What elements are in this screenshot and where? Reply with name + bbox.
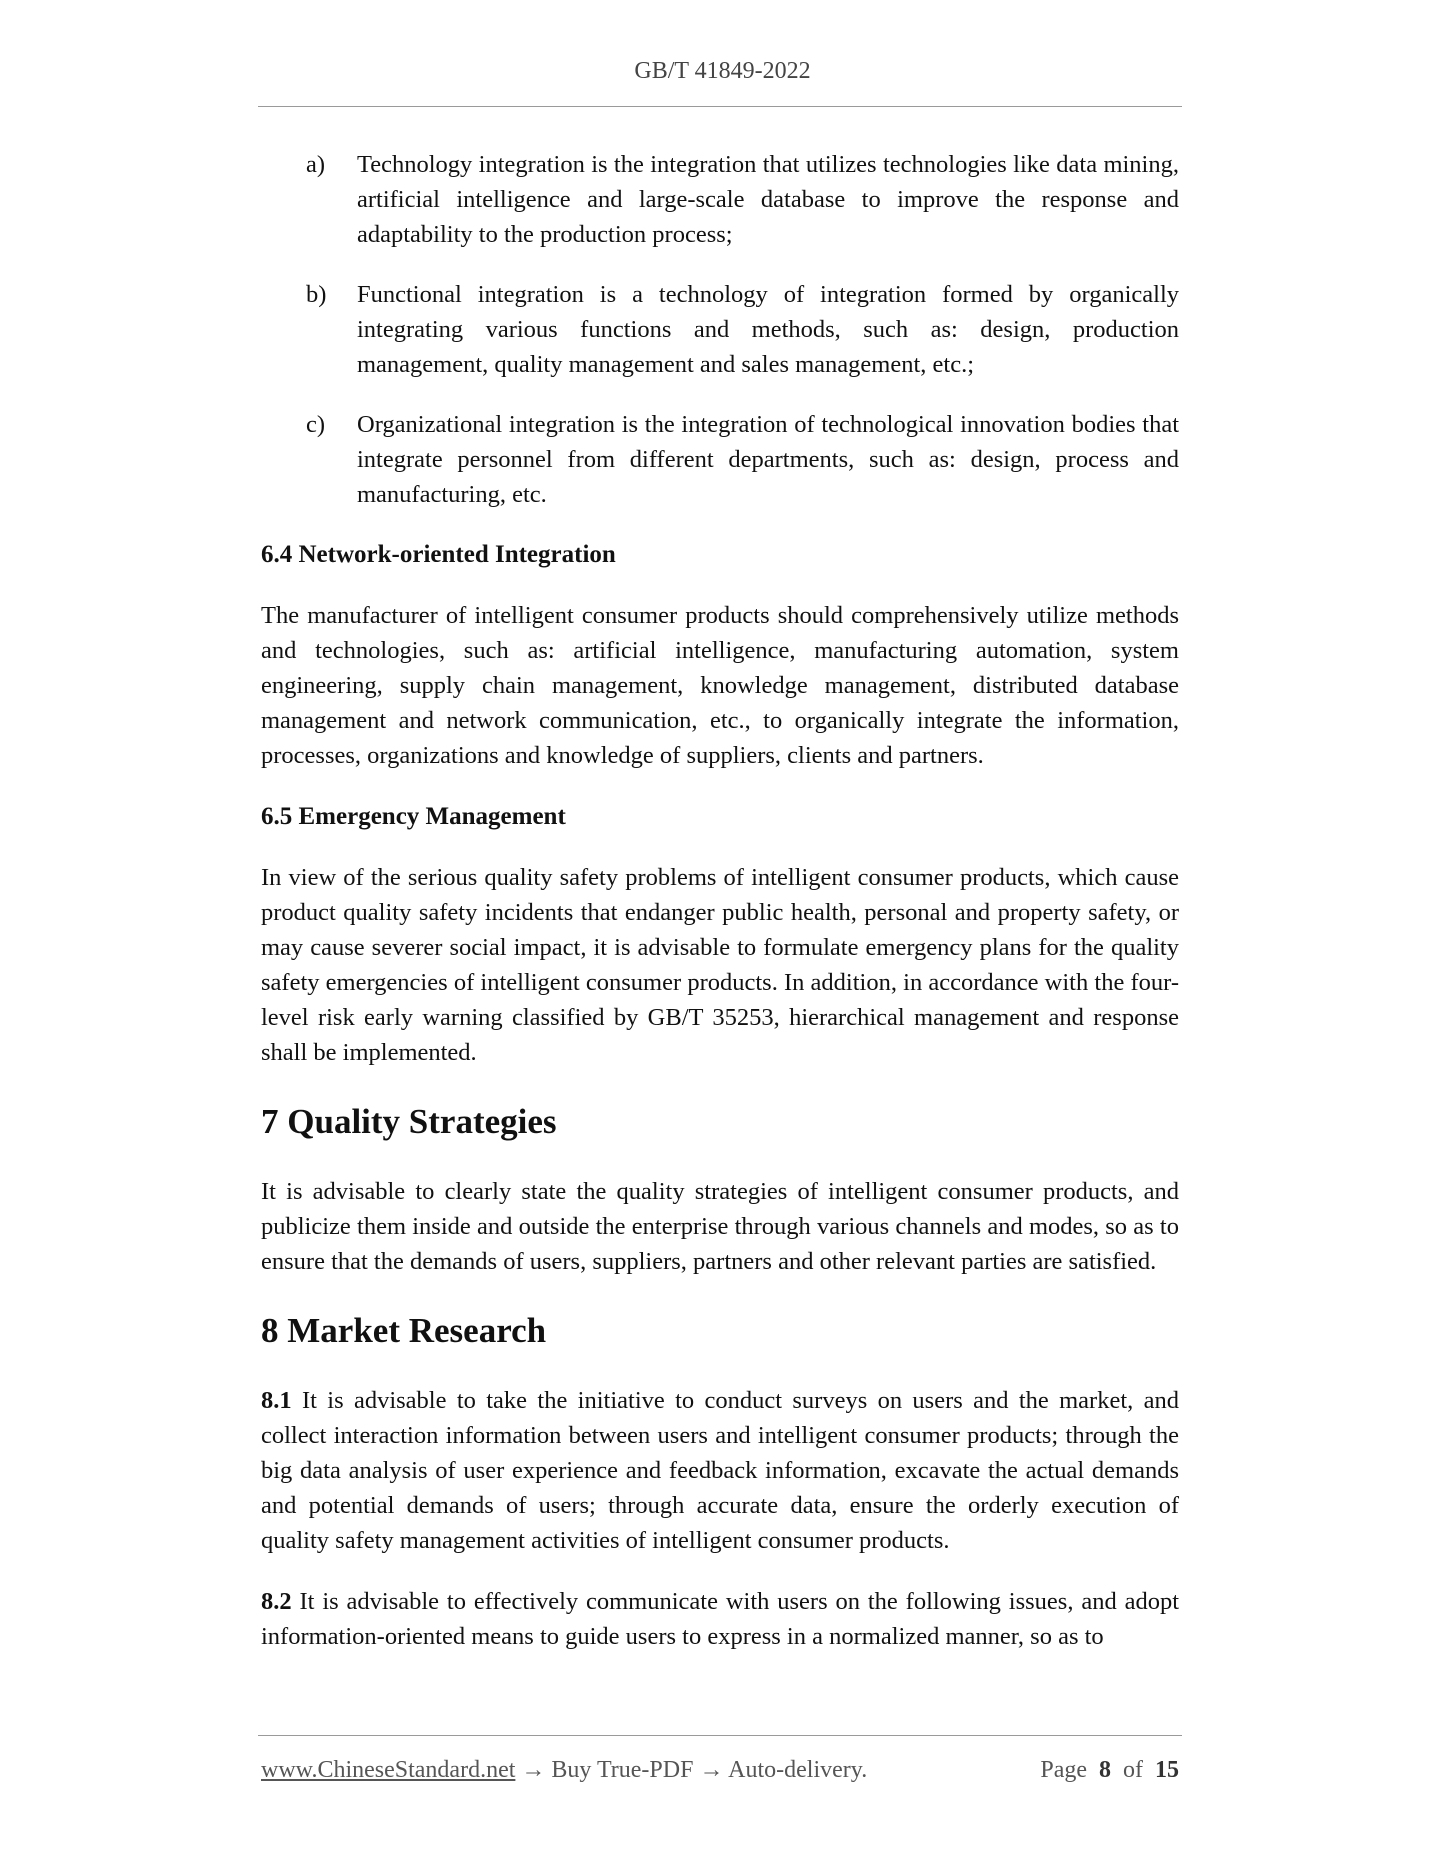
clause-8-1-text: It is advisable to take the initiative to conduct surveys on users and the market, and collect interaction information between users and intelligent consumer products; through the big data analysis of user experience and feedback information, excavate the actual demands and potential demands of users; through accurate data, ensure the orderly execution of quality safety management activities of intelligent consumer products.: [261, 1387, 1179, 1554]
footer-promo: [261, 1757, 867, 1784]
page-label: Page: [1040, 1757, 1087, 1783]
clause-8-2-number: 8.2: [261, 1588, 292, 1615]
list-item-text: Organizational integration is the integration of technological innovation bodies that integrate personnel from different departments, such as: design, process and manufacturing, etc.: [357, 411, 1179, 508]
list-marker: c): [306, 411, 326, 438]
site-link[interactable]: www.ChineseStandard.net: [261, 1757, 516, 1783]
list-marker: b): [306, 281, 327, 308]
section-6-5-heading: 6.5 Emergency Management: [261, 803, 566, 830]
list-item-c: [261, 407, 1179, 512]
document-body: [261, 147, 1179, 1680]
section-8-heading: 8 Market Research: [261, 1311, 547, 1350]
section-7-paragraph: It is advisable to clearly state the quality strategies of intelligent consumer products, and publicize them inside and outside the enterprise through various channels and modes, so as to ensure that the demands of users, suppliers, partners and other relevant parties are satisfied.: [261, 1178, 1179, 1275]
header-standard-code: GB/T 41849-2022: [634, 58, 811, 84]
footer-divider: [258, 1735, 1182, 1736]
section-6-5-paragraph: In view of the serious quality safety problems of intelligent consumer products, which cause product quality safety incidents that endanger public health, personal and property safety, or may cause severer social impact, it is advisable to formulate emergency plans for the quality safety emergencies of intelligent consumer products. In addition, in accordance with the four-level risk early warning classified by GB/T 35253, hierarchical management and response shall be implemented.: [261, 864, 1179, 1066]
total-pages: 15: [1155, 1757, 1179, 1783]
clause-8-2-text: It is advisable to effectively communicate with users on the following issues, and adopt information-oriented means to guide users to express in a normalized manner, so as to: [261, 1588, 1179, 1650]
buy-pdf-text: Buy True-PDF: [551, 1757, 694, 1783]
page-indicator: [1040, 1757, 1179, 1784]
of-label: of: [1123, 1757, 1143, 1783]
list-item-a: [261, 147, 1179, 252]
list-item-text: Technology integration is the integration that utilizes technologies like data mining, artificial intelligence and large-scale database to improve the response and adaptability to the production process;: [357, 151, 1179, 248]
arrow-icon: →: [699, 1757, 724, 1783]
section-6-4-paragraph: The manufacturer of intelligent consumer products should comprehensively utilize methods and technologies, such as: artificial intelligence, manufacturing automation, system engineering, supply chain management, knowledge management, distributed database management and network communication, etc., to organically integrate the information, processes, organizations and knowledge of suppliers, clients and partners.: [261, 602, 1179, 769]
list-item-b: [261, 277, 1179, 382]
clause-8-1-number: 8.1: [261, 1387, 292, 1414]
section-6-4-heading: 6.4 Network-oriented Integration: [261, 541, 616, 568]
arrow-icon: →: [521, 1757, 546, 1783]
list-item-text: Functional integration is a technology of integration formed by organically integrating various functions and methods, such as: design, production management, quality management and sales management, etc.;: [357, 281, 1179, 378]
auto-delivery-text: Auto-delivery.: [728, 1757, 868, 1783]
clause-8-1-paragraph: [261, 1383, 1179, 1558]
page-number: 8: [1099, 1757, 1111, 1783]
section-7-heading: 7 Quality Strategies: [261, 1102, 557, 1141]
clause-8-2-paragraph: [261, 1584, 1179, 1654]
header-divider: [258, 106, 1182, 107]
list-marker: a): [306, 151, 326, 178]
